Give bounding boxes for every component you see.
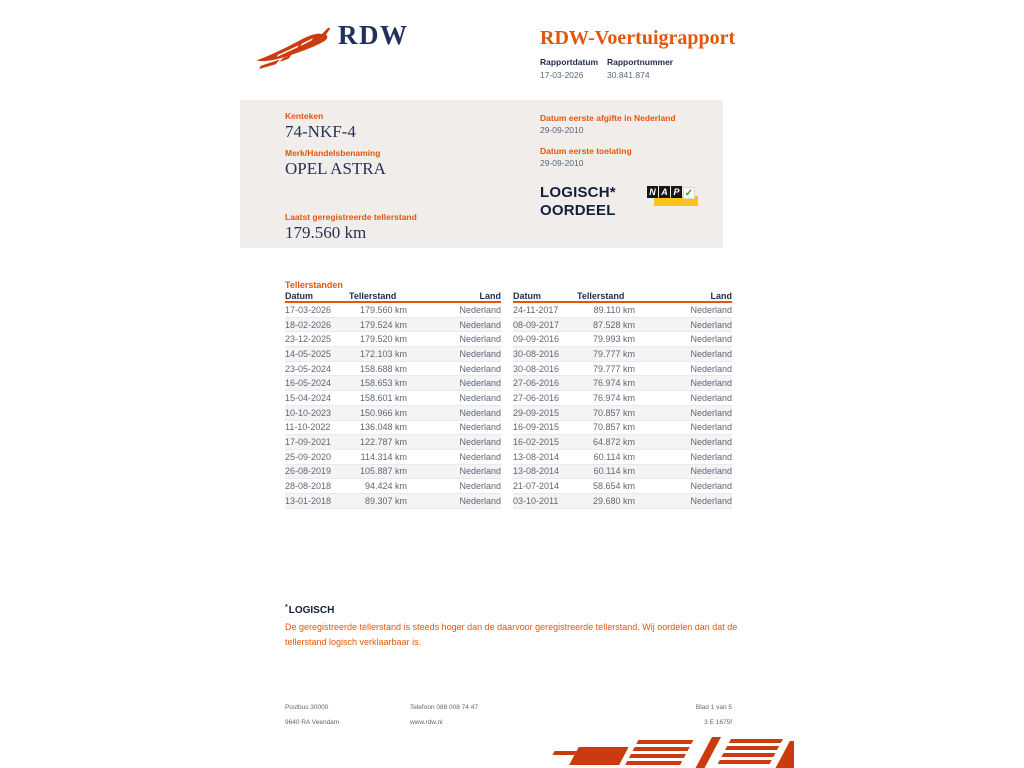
table-cell: 23-12-2025 xyxy=(285,334,332,345)
table-cell: Nederland xyxy=(459,437,501,448)
table-row xyxy=(513,391,732,406)
table-body xyxy=(513,303,732,509)
table-cell: Nederland xyxy=(459,481,501,492)
toelating-value: 29-09-2010 xyxy=(540,158,584,168)
report-number-label: Rapportnummer xyxy=(607,57,674,67)
footer-page-number: Blad 1 van 5 xyxy=(695,704,732,711)
laatste-tellerstand-value: 179.560 km xyxy=(285,223,367,242)
nap-logo xyxy=(647,186,699,209)
table-row xyxy=(285,318,501,333)
oordeel-line1: LOGISCH* xyxy=(540,184,616,201)
table-cell: 136.048 km xyxy=(359,422,407,433)
table-cell: 70.857 km xyxy=(592,422,635,433)
vehicle-summary-box xyxy=(240,100,723,248)
footer-phone: Telefoon 088 008 74 47 xyxy=(410,704,478,711)
footer-address-line2: 9640 RA Veendam xyxy=(285,719,340,726)
table-cell: Nederland xyxy=(690,466,732,477)
table-cell: 17-03-2026 xyxy=(285,304,332,315)
table-cell: 26-08-2019 xyxy=(285,466,332,477)
table-cell: Nederland xyxy=(690,495,732,506)
falcon-tail-graphic-icon xyxy=(546,737,794,768)
table-cell: 13-08-2014 xyxy=(513,466,560,477)
table-cell: Nederland xyxy=(690,319,732,330)
report-number-value: 30.841.874 xyxy=(607,70,650,80)
tellerstanden-table-left xyxy=(285,291,501,509)
table-cell: Nederland xyxy=(690,422,732,433)
table-cell: 18-02-2026 xyxy=(285,319,332,330)
nap-checkmark-icon: ✓ xyxy=(684,188,694,199)
table-row xyxy=(285,391,501,406)
table-cell: Nederland xyxy=(690,392,732,403)
table-cell: 89.307 km xyxy=(364,495,407,506)
table-row xyxy=(285,303,501,318)
footer-contact xyxy=(410,700,478,730)
table-cell: 158.688 km xyxy=(359,363,407,374)
table-cell: Nederland xyxy=(459,348,501,359)
table-cell: 11-10-2022 xyxy=(285,422,331,433)
footnote-title xyxy=(285,604,334,616)
table-cell: 08-09-2017 xyxy=(513,319,560,330)
table-row xyxy=(513,303,732,318)
table-row xyxy=(285,347,501,362)
table-cell: 16-05-2024 xyxy=(285,378,332,389)
table-cell: 21-07-2014 xyxy=(513,481,560,492)
afgifte-value: 29-09-2010 xyxy=(540,125,584,135)
footnote-text: De geregistreerde tellerstand is steeds hoger dan de daarvoor geregistreerde tellerstand. Wij oordelen dan dat de tellerstand logisch verklaarbaar is. xyxy=(285,622,738,647)
table-cell: 179.520 km xyxy=(359,334,407,345)
col-header-land: Land xyxy=(710,291,732,301)
table-cell: Nederland xyxy=(459,378,501,389)
table-cell: 27-06-2016 xyxy=(513,378,560,389)
table-row xyxy=(513,406,732,421)
table-header xyxy=(285,291,501,303)
table-cell: 76.974 km xyxy=(592,392,635,403)
table-cell: 79.777 km xyxy=(592,363,635,374)
nap-letter-n: N xyxy=(647,186,658,198)
table-row xyxy=(513,376,732,391)
page-title: RDW-Voertuigrapport xyxy=(540,27,736,49)
footnote-asterisk: * xyxy=(285,604,288,611)
table-cell: 16-09-2015 xyxy=(513,422,560,433)
table-cell: 114.314 km xyxy=(360,451,407,462)
nap-letter-a: A xyxy=(659,186,670,198)
footer-address xyxy=(285,700,339,730)
table-row xyxy=(513,362,732,377)
table-cell: 14-05-2025 xyxy=(285,348,332,359)
table-cell: Nederland xyxy=(690,481,732,492)
toelating-label: Datum eerste toelating xyxy=(540,146,632,156)
table-cell: Nederland xyxy=(459,363,501,374)
table-cell: Nederland xyxy=(459,495,501,506)
table-cell: 10-10-2023 xyxy=(285,407,332,418)
table-row xyxy=(513,332,732,347)
table-cell: 60.114 km xyxy=(593,451,635,462)
table-body xyxy=(285,303,501,509)
nap-letter-p: P xyxy=(671,186,682,198)
table-cell: 158.653 km xyxy=(359,378,407,389)
table-cell: 87.528 km xyxy=(592,319,635,330)
table-cell: Nederland xyxy=(459,319,501,330)
table-cell: Nederland xyxy=(690,437,732,448)
table-cell: Nederland xyxy=(459,334,501,345)
table-cell: Nederland xyxy=(459,451,501,462)
table-cell: Nederland xyxy=(690,363,732,374)
table-row xyxy=(513,421,732,436)
table-cell: 58.654 km xyxy=(592,481,635,492)
kenteken-value: 74-NKF-4 xyxy=(285,122,356,141)
table-cell: Nederland xyxy=(690,378,732,389)
table-row xyxy=(285,465,501,480)
table-cell: 29-09-2015 xyxy=(513,407,560,418)
table-row xyxy=(513,479,732,494)
table-cell: 16-02-2015 xyxy=(513,437,560,448)
tellerstanden-table-right xyxy=(513,291,732,509)
table-cell: 70.857 km xyxy=(592,407,635,418)
oordeel-line2: OORDEEL xyxy=(540,202,616,219)
table-row xyxy=(285,494,501,509)
table-cell: Nederland xyxy=(459,392,501,403)
table-cell: 30-08-2016 xyxy=(513,363,560,374)
table-cell: 89.110 km xyxy=(593,304,635,315)
footer-form-code: 3 E 1675f xyxy=(704,719,732,726)
table-cell: 25-09-2020 xyxy=(285,451,332,462)
report-date-value: 17-03-2026 xyxy=(540,70,584,80)
table-cell: 64.872 km xyxy=(592,437,635,448)
footer-page-info xyxy=(610,700,732,730)
table-cell: Nederland xyxy=(690,304,732,315)
table-cell: Nederland xyxy=(690,451,732,462)
table-cell: 29.680 km xyxy=(592,495,635,506)
rdw-wordmark: RDW xyxy=(338,20,409,50)
rdw-falcon-logo-icon xyxy=(254,23,334,77)
table-row xyxy=(285,332,501,347)
table-row xyxy=(513,318,732,333)
table-cell: 17-09-2021 xyxy=(285,437,332,448)
table-cell: Nederland xyxy=(459,422,501,433)
oordeel-text xyxy=(540,184,616,220)
laatste-tellerstand-label: Laatst geregistreerde tellerstand xyxy=(285,212,417,222)
table-row xyxy=(513,435,732,450)
report-date-label: Rapportdatum xyxy=(540,57,599,67)
table-row xyxy=(285,362,501,377)
tellerstanden-title: Tellerstanden xyxy=(285,280,343,290)
table-cell: 79.993 km xyxy=(592,334,635,345)
col-header-tellerstand: Tellerstand xyxy=(349,291,397,301)
table-cell: 09-09-2016 xyxy=(513,334,560,345)
table-row xyxy=(285,376,501,391)
table-row xyxy=(285,406,501,421)
footer-website: www.rdw.nl xyxy=(410,719,443,726)
table-cell: 122.787 km xyxy=(359,437,407,448)
table-cell: 24-11-2017 xyxy=(513,304,559,315)
table-cell: 172.103 km xyxy=(359,348,407,359)
merk-label: Merk/Handelsbenaming xyxy=(285,148,381,158)
table-cell: 158.601 km xyxy=(359,392,407,403)
table-cell: 179.524 km xyxy=(359,319,407,330)
table-cell: 13-08-2014 xyxy=(513,451,560,462)
table-cell: Nederland xyxy=(459,304,501,315)
table-row xyxy=(513,450,732,465)
table-row xyxy=(285,479,501,494)
table-header xyxy=(513,291,732,303)
table-cell: Nederland xyxy=(690,407,732,418)
col-header-land: Land xyxy=(479,291,501,301)
footer-address-line1: Postbus 30000 xyxy=(285,704,329,711)
footnote-title-text: LOGISCH xyxy=(288,605,335,616)
table-cell: 150.966 km xyxy=(359,407,407,418)
table-cell: 03-10-2011 xyxy=(513,495,559,506)
table-cell: 13-01-2018 xyxy=(285,495,332,506)
table-cell: Nederland xyxy=(459,466,501,477)
table-row xyxy=(513,465,732,480)
table-cell: 30-08-2016 xyxy=(513,348,560,359)
table-cell: 27-06-2016 xyxy=(513,392,560,403)
table-cell: 179.560 km xyxy=(359,304,407,315)
table-cell: 15-04-2024 xyxy=(285,392,332,403)
merk-value: OPEL ASTRA xyxy=(285,159,386,178)
table-cell: 76.974 km xyxy=(592,378,635,389)
table-cell: 94.424 km xyxy=(364,481,407,492)
col-header-tellerstand: Tellerstand xyxy=(577,291,625,301)
table-row xyxy=(513,347,732,362)
table-row xyxy=(285,421,501,436)
table-cell: 28-08-2018 xyxy=(285,481,332,492)
table-row xyxy=(285,435,501,450)
table-cell: 60.114 km xyxy=(593,466,635,477)
table-cell: 105.887 km xyxy=(359,466,407,477)
table-row xyxy=(513,494,732,509)
table-cell: 23-05-2024 xyxy=(285,363,332,374)
kenteken-label: Kenteken xyxy=(285,111,324,121)
table-cell: Nederland xyxy=(459,407,501,418)
table-cell: Nederland xyxy=(690,348,732,359)
afgifte-label: Datum eerste afgifte in Nederland xyxy=(540,113,676,123)
col-header-datum: Datum xyxy=(513,291,542,301)
table-cell: 79.777 km xyxy=(592,348,635,359)
col-header-datum: Datum xyxy=(285,291,314,301)
table-cell: Nederland xyxy=(690,334,732,345)
table-row xyxy=(285,450,501,465)
